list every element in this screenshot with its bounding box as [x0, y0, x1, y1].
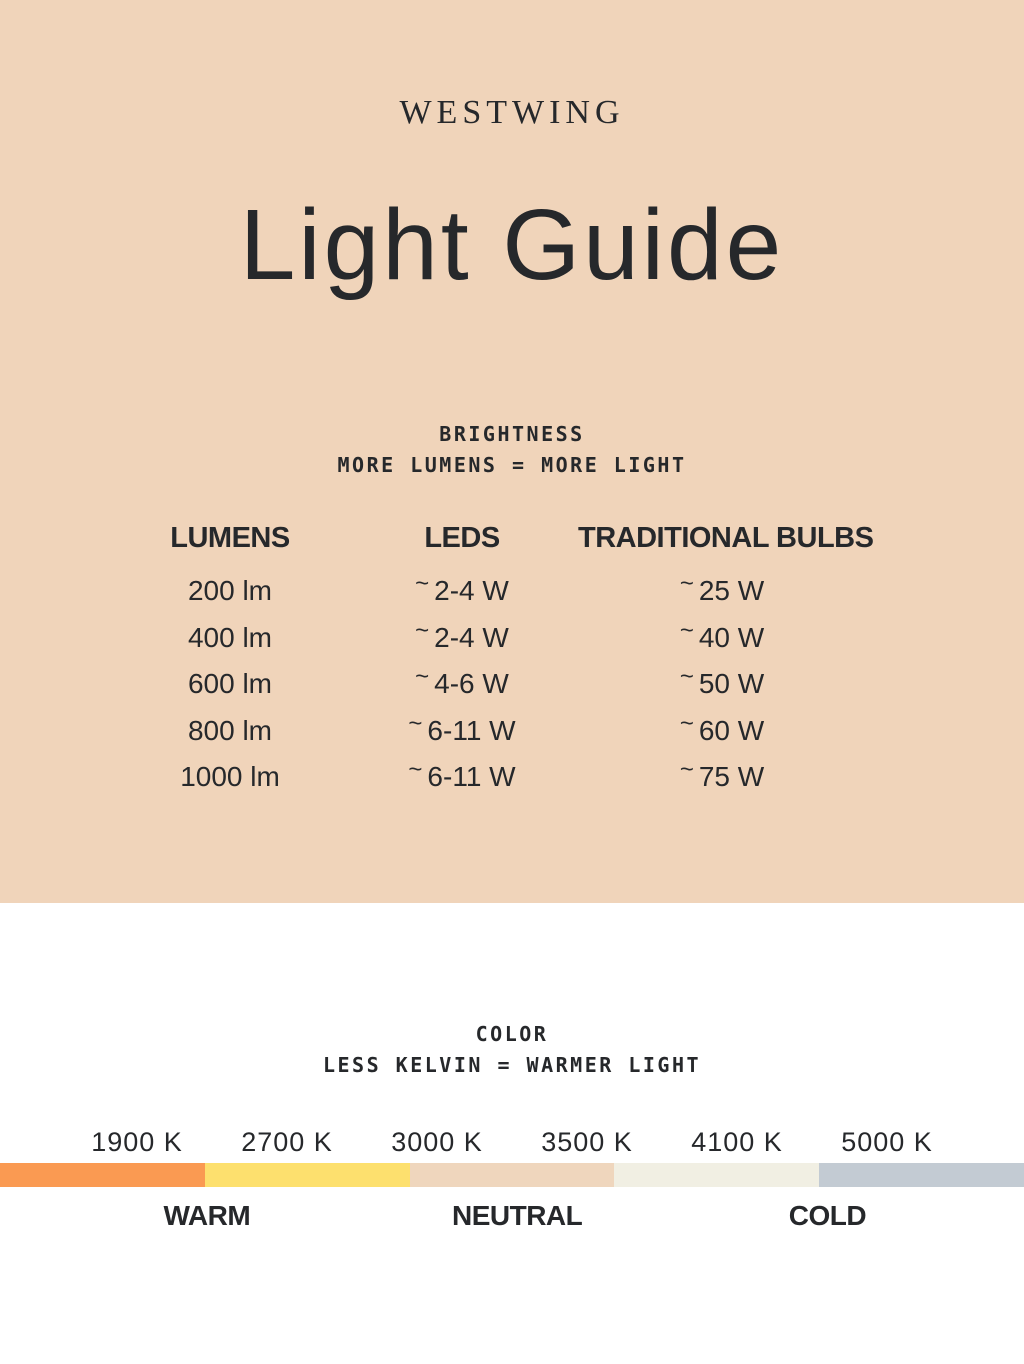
approx-symbol: ~ — [679, 663, 694, 691]
approx-symbol: ~ — [408, 756, 423, 784]
bulb-watts-value: 25 W — [698, 575, 765, 607]
table-cell-bulb — [578, 708, 866, 755]
brightness-table — [114, 568, 866, 801]
table-cell-bulb — [578, 661, 866, 708]
kelvin-label-3000: 3000 K — [391, 1127, 483, 1157]
bulb-watts-value: 75 W — [698, 761, 765, 793]
approx-symbol: ~ — [679, 709, 694, 737]
approx-symbol: ~ — [408, 709, 423, 737]
bulb-watts-value: 40 W — [698, 621, 765, 653]
lumens-value: 600 lm — [187, 668, 273, 700]
brightness-heading-subtitle: MORE LUMENS = MORE LIGHT — [337, 453, 687, 477]
table-cell-led — [346, 615, 578, 662]
led-watts-value: 4-6 W — [434, 668, 509, 700]
brand-logo: WESTWING — [399, 94, 625, 131]
temperature-labels — [0, 1200, 1024, 1230]
kelvin-label-4100: 4100 K — [691, 1127, 783, 1157]
led-watts-value: 6-11 W — [427, 761, 516, 793]
kelvin-label-1900: 1900 K — [91, 1127, 183, 1157]
page-title: Light Guide — [239, 189, 785, 301]
bulb-watts-value: 50 W — [698, 668, 765, 700]
bar-segment-warm-yellow — [205, 1163, 410, 1187]
approx-symbol: ~ — [679, 756, 694, 784]
led-watts-value: 6-11 W — [427, 714, 516, 746]
led-watts-value: 2-4 W — [434, 575, 509, 607]
table-cell-lumens — [114, 661, 346, 708]
approx-symbol: ~ — [679, 616, 694, 644]
color-heading — [0, 1019, 1024, 1081]
approx-symbol: ~ — [415, 663, 430, 691]
led-watts-value: 2-4 W — [434, 621, 509, 653]
temp-label-cold: COLD — [788, 1200, 867, 1231]
kelvin-scale-labels — [62, 1127, 962, 1158]
table-cell-bulb — [578, 615, 866, 662]
brightness-heading — [0, 419, 1024, 481]
approx-symbol: ~ — [679, 570, 694, 598]
bar-segment-cold-gray — [819, 1163, 1024, 1187]
table-cell-led — [346, 661, 578, 708]
table-cell-bulb — [578, 754, 866, 801]
color-heading-subtitle: LESS KELVIN = WARMER LIGHT — [322, 1053, 702, 1077]
approx-symbol: ~ — [415, 570, 430, 598]
color-heading-title: COLOR — [475, 1022, 549, 1046]
column-header-leds: LEDS — [424, 522, 500, 554]
approx-symbol: ~ — [415, 616, 430, 644]
temp-label-neutral: NEUTRAL — [451, 1200, 583, 1231]
table-cell-bulb — [578, 568, 866, 615]
bar-segment-neutral-beige — [410, 1163, 615, 1187]
lumens-value: 1000 lm — [180, 761, 280, 793]
temp-label-warm: WARM — [163, 1200, 251, 1231]
color-temperature-bar — [0, 1163, 1024, 1187]
table-cell-led — [346, 568, 578, 615]
column-header-traditional-bulbs: TRADITIONAL BULBS — [578, 522, 874, 554]
kelvin-label-2700: 2700 K — [241, 1127, 333, 1157]
kelvin-label-5000: 5000 K — [841, 1127, 933, 1157]
kelvin-label-3500: 3500 K — [541, 1127, 633, 1157]
bar-segment-neutral-cream — [614, 1163, 819, 1187]
color-panel — [0, 903, 1024, 1364]
lumens-value: 200 lm — [187, 575, 273, 607]
brightness-heading-title: BRIGHTNESS — [439, 422, 585, 446]
lumens-value: 800 lm — [187, 714, 273, 746]
bar-segment-warm-orange — [0, 1163, 205, 1187]
table-cell-led — [346, 754, 578, 801]
table-cell-lumens — [114, 708, 346, 755]
table-cell-led — [346, 708, 578, 755]
lumens-value: 400 lm — [187, 621, 273, 653]
table-cell-lumens — [114, 568, 346, 615]
column-header-lumens: LUMENS — [170, 522, 290, 554]
bulb-watts-value: 60 W — [698, 714, 765, 746]
table-cell-lumens — [114, 615, 346, 662]
table-cell-lumens — [114, 754, 346, 801]
brightness-table-header — [114, 522, 874, 555]
